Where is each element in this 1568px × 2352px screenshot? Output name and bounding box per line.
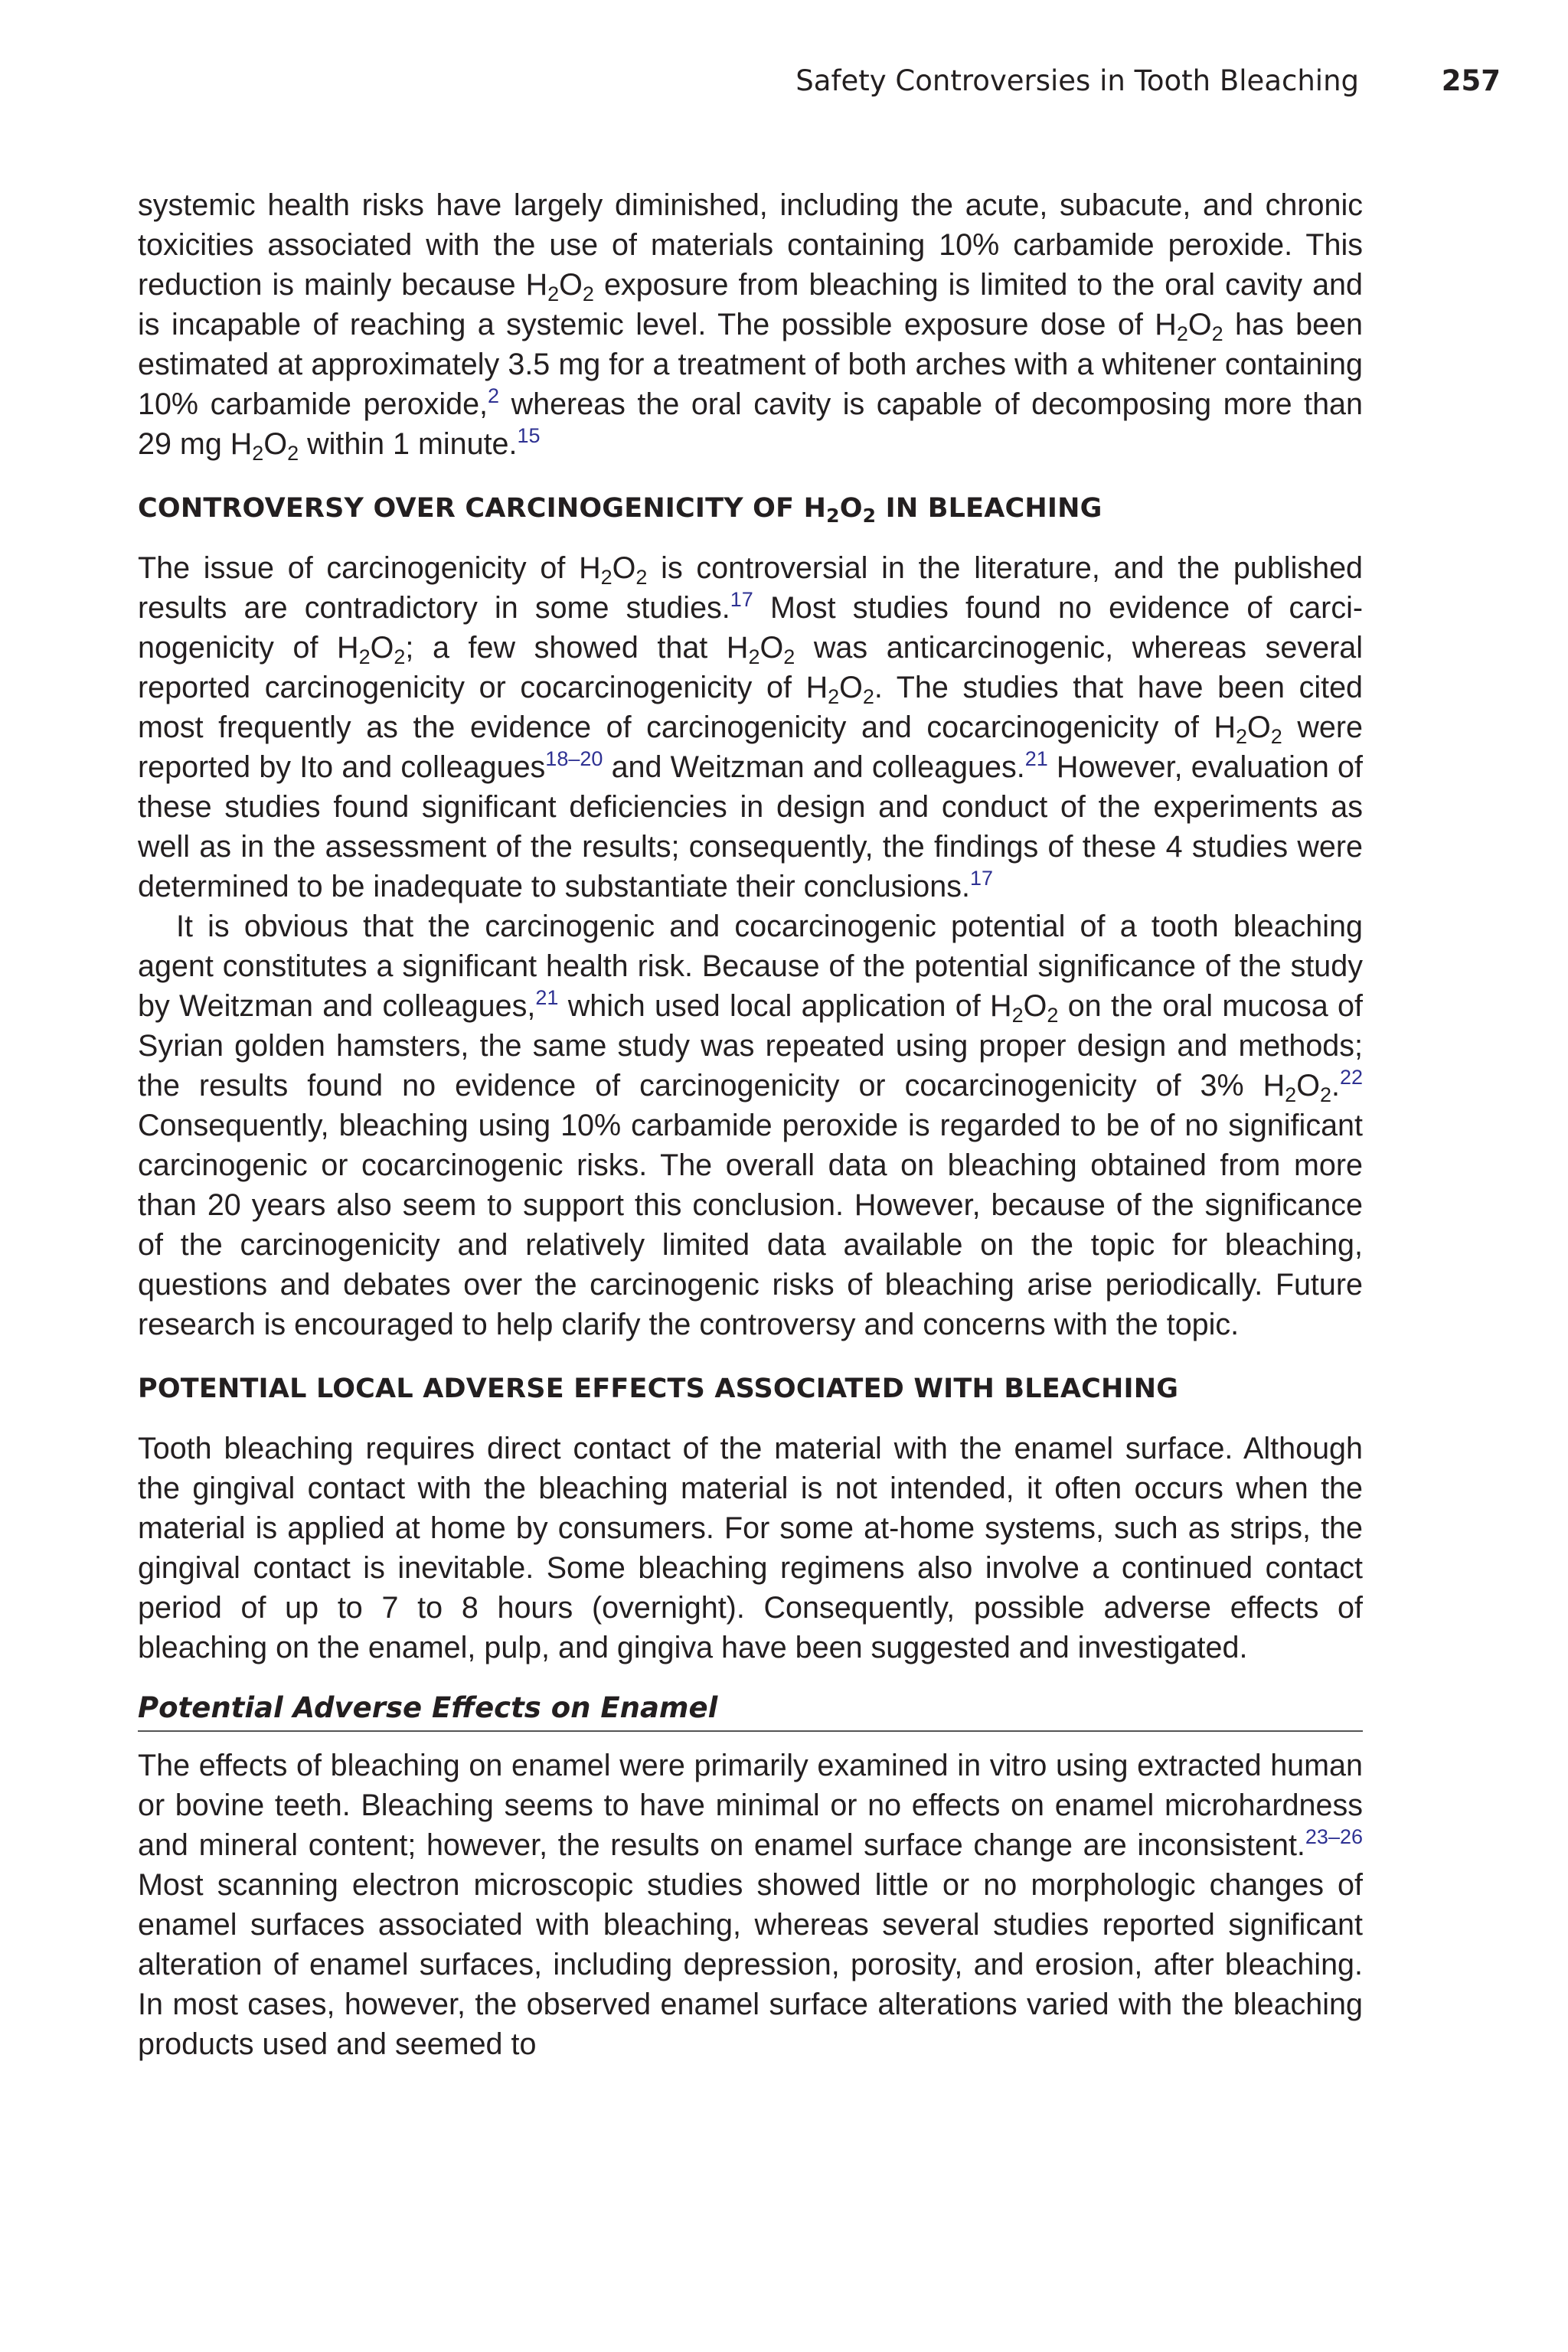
text-run: was anticarcinogenic, whereas several reported carcinogenicity or cocarcinogenicity of H (138, 631, 1364, 704)
subscript: 2 (287, 442, 299, 465)
text-run: Most studies found no evidence of carcinogenicity of H (138, 591, 1363, 665)
text-run: which used local application of H (558, 989, 1012, 1023)
text-run: . The studies that have been cited most frequently as the evidence of carcinogenicity and cocarcinogenicity of H (138, 671, 1363, 744)
subscript: 2 (1047, 1004, 1059, 1027)
text-run: has been estimated at approximately 3.5 mg for a treatment of both arches with a whitener containing 10% carbamide peroxide, (138, 308, 1364, 421)
reference-link[interactable]: 21 (535, 986, 559, 1009)
section-heading-carcinogenicity (138, 488, 1363, 528)
text-run: O (1187, 308, 1212, 341)
spacer (138, 464, 1363, 488)
reference-link[interactable]: 15 (517, 424, 541, 447)
article-body (138, 185, 1363, 2064)
page-number: 257 (1441, 64, 1501, 97)
subscript: 2 (547, 283, 560, 305)
subscript: 2 (635, 566, 648, 589)
spacer (138, 1668, 1363, 1689)
text-run: O (1247, 710, 1271, 744)
subscript: 2 (826, 505, 840, 527)
subscript: 2 (1176, 322, 1188, 345)
running-title: Safety Controversies in Tooth Bleaching (795, 64, 1359, 97)
subscript: 2 (1285, 1083, 1297, 1106)
text-run: whereas the oral cavity is capable of decomposing more than 29 mg H (138, 387, 1363, 461)
paragraph-carcinogenic-risk (138, 906, 1363, 1344)
subsection-heading-enamel: Potential Adverse Effects on Enamel (138, 1689, 1363, 1732)
text-run: O (263, 427, 288, 461)
text-run: O (612, 551, 636, 585)
text-run: IN BLEACHING (876, 493, 1102, 524)
spacer (138, 1344, 1363, 1369)
section-heading-local-adverse-effects: POTENTIAL LOCAL ADVERSE EFFECTS ASSOCIATED WITH BLEACHING (138, 1374, 1179, 1404)
text-run: and Weitzman and colleagues. (603, 750, 1025, 784)
subscript: 2 (600, 566, 612, 589)
text-run: within 1 minute. (299, 427, 518, 461)
subscript: 2 (252, 442, 264, 465)
subscript: 2 (394, 645, 406, 668)
paragraph-enamel-effects (138, 1746, 1363, 2064)
text-run: Most scanning electron microscopic studies showed little or no morphologic changes of enamel surfaces associated with bleaching, whereas several studies reported significant alteration of enamel surfaces, including depression, porosity, and erosion, after bleaching. In most cases, however, the observed enamel surface alterations varied with the bleaching products used and seemed to (138, 1868, 1363, 2061)
text-run: O (839, 671, 863, 704)
text-run: . (1331, 1069, 1340, 1102)
text-run: The effects of bleaching on enamel were primarily examined in vitro using extracted human or bovine teeth. Bleaching seems to have minimal or no effects on enamel microhardness and mineral content; however, the results on enamel surface change are inconsistent. (138, 1749, 1363, 1862)
subscript: 2 (748, 645, 760, 668)
text-run: CONTROVERSY OVER CARCINOGENICITY OF H (138, 493, 827, 524)
subscript: 2 (862, 685, 874, 708)
text-run: O (1296, 1069, 1320, 1102)
text-run: However, evaluation of these studies found significant deficiencies in design and conduct of the experiments as well as in the assessment of the results; consequently, the findings of these 4 studies were determined to be inadequate to substantiate their conclusions. (138, 750, 1363, 903)
paragraph-systemic-risks (138, 185, 1363, 464)
text-run: It is obvious that the carcinogenic and cocarcinogenic potential of a tooth bleaching agent constitutes a significant health risk. Because of the potential significance of the study by Weitzman and colleagues, (138, 910, 1363, 1023)
subscript: 2 (1236, 725, 1248, 748)
text-run: were reported by Ito and colleagues (138, 710, 1363, 784)
reference-link[interactable]: 17 (969, 867, 994, 890)
paragraph-carcinogenicity-literature (138, 548, 1363, 906)
text-run: is controversial in the literature, and the published results are contradictory in some studies. (138, 551, 1363, 625)
subscript: 2 (358, 645, 371, 668)
subscript: 2 (1011, 1004, 1024, 1027)
text-run: ; a few showed that H (405, 631, 749, 665)
running-header (138, 64, 1501, 107)
reference-link[interactable]: 18–20 (545, 747, 603, 770)
text-run: O (839, 493, 863, 524)
reference-link[interactable]: 22 (1339, 1066, 1363, 1089)
subscript: 2 (582, 283, 594, 305)
text-run: on the oral mucosa of Syrian golden hamsters, the same study was repeated using proper design and methods; the results found no evidence of carcinogenicity or cocarcinogenicity of 3% H (138, 989, 1363, 1102)
subscript: 2 (1211, 322, 1223, 345)
reference-link[interactable]: 23–26 (1305, 1825, 1363, 1848)
reference-link[interactable]: 17 (730, 588, 753, 611)
spacer (138, 1732, 1363, 1746)
text-run: O (370, 631, 394, 665)
text-run: Consequently, bleaching using 10% carbamide peroxide is regarded to be of no significant carcinogenic or cocarcinogenic risks. The overall data on bleaching obtained from more than 20 years also seem to support this conclusion. However, because of the significance of the carcinogenicity and relatively limited data available on the topic for bleaching, questions and debates over the carcinogenic risks of bleaching arise periodically. Future research is encouraged to help clarify the controversy and concerns with the topic. (138, 1109, 1363, 1341)
subscript: 2 (862, 505, 877, 527)
text-run: O (760, 631, 784, 665)
subscript: 2 (783, 645, 795, 668)
text-run: O (559, 268, 583, 302)
reference-link[interactable]: 2 (488, 384, 500, 407)
spacer (138, 528, 1363, 548)
text-run: exposure from bleaching is limited to the oral cavity and is incapable of reaching a systemic level. The possible exposure dose of H (138, 268, 1363, 341)
text-run: O (1023, 989, 1047, 1023)
reference-link[interactable]: 21 (1024, 747, 1048, 770)
subscript: 2 (828, 685, 840, 708)
text-run: systemic health risks have largely diminished, including the acute, subacute, and chronic toxicities associated with the use of materials containing 10% carbamide peroxide. This reduction is mainly because H (138, 188, 1363, 302)
text-run: The issue of carcinogenicity of H (138, 551, 601, 585)
spacer (138, 1409, 1363, 1429)
paragraph-local-contact: Tooth bleaching requires direct contact of the material with the enamel surface. Although the gingival contact with the bleaching material is not intended, it often occurs when the material is applied at home by consumers. For some at-home systems, such as strips, the gingival contact is inevitable. Some bleaching regimens also involve a continued contact period of up to 7 to 8 hours (overnight). Consequently, possible adverse effects of bleaching on the enamel, pulp, and gingiva have been suggested and investigated. (138, 1432, 1363, 1664)
subscript: 2 (1319, 1083, 1331, 1106)
subscript: 2 (1270, 725, 1282, 748)
